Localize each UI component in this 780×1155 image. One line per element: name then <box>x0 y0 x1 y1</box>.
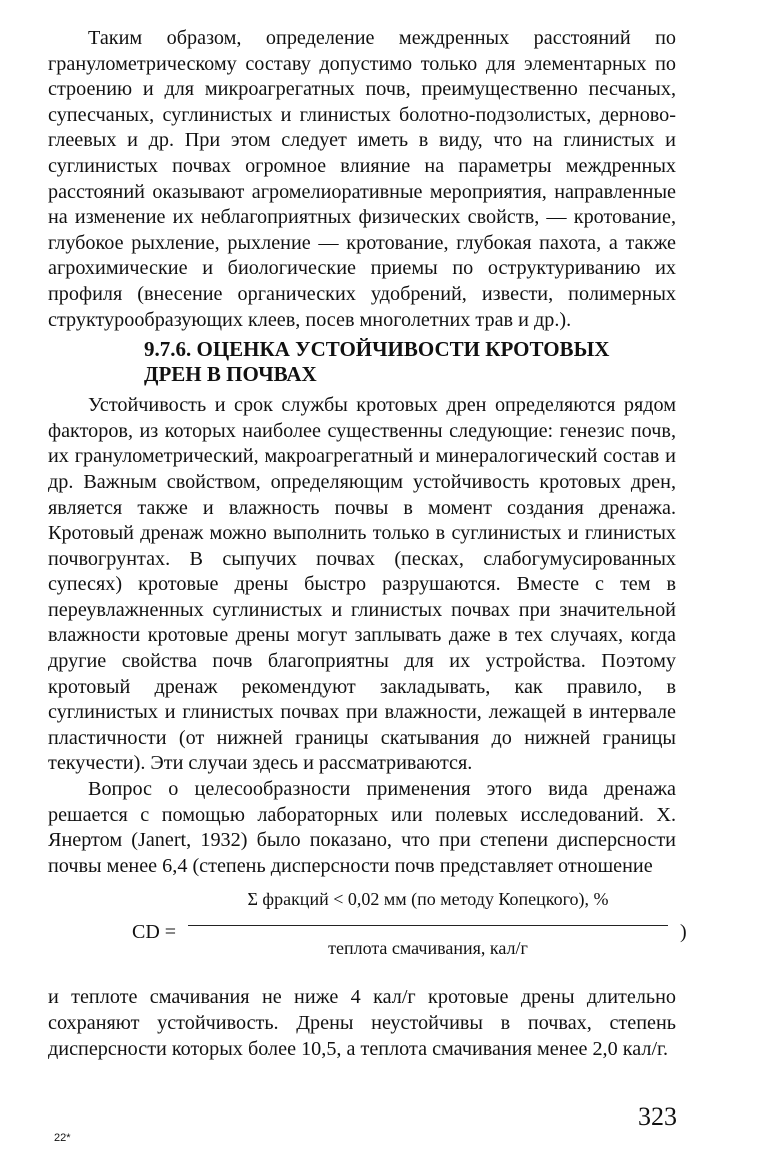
paragraph-conclusion: и теплоте смачивания не ниже 4 кал/г кротовые дрены длительно сохраняют устойчивость. Дрены неустойчивы в почвах, степень дисперсности которых более 10,5, а теплота смачивания менее 2,0 кал/г. <box>48 986 676 1060</box>
signature-mark: 22* <box>54 1132 71 1144</box>
formula-close-paren: ) <box>680 921 687 944</box>
page-number: 323 <box>638 1102 677 1131</box>
formula-lhs: CD = <box>132 921 177 944</box>
page-body <box>48 26 687 1062</box>
section-heading <box>144 337 644 387</box>
paragraph-stability: Устойчивость и срок службы кротовых дрен определяются рядом факторов, из которых наиболее существенны следующие: генезис почв, их гранулометрический, макроагрегатный и минералогический состав и др. Важным свойством, определяющим устойчивость кротовых дрен, является также и влажность почвы в момент создания дренажа. Кротовый дренаж можно выполнить только в суглинистых и глинистых почвогрунтах. В сыпучих почвах (песках, слабогумусированных супесях) кротовые дрены быстро разрушаются. Вместе с тем в переувлажненных суглинистых и глинистых почвах при значительной влажности кротовые дрены могут заплывать даже в тех случаях, когда другие свойства почв благоприятны для их устройства. Поэтому кротовый дренаж рекомендуют закладывать, как правило, в суглинистых и глинистых почвах при влажности, лежащей в интервале пластичности (от нижней границы скатывания до нижней границы текучести). Эти случаи здесь и рассматриваются. <box>48 394 676 775</box>
formula-numerator: Σ фракций < 0,02 мм (по методу Копецкого), % <box>247 889 609 910</box>
section-heading-line-1: 9.7.6. ОЦЕНКА УСТОЙЧИВОСТИ КРОТОВЫХ <box>144 337 610 362</box>
formula-dispersion <box>48 887 687 979</box>
paragraph-intro: Таким образом, определение междренных расстояний по гранулометрическому составу допустимо только для элементарных по строению и для микроагрегатных почв, преимущественно песчаных, супесчаных, суглинистых и глинистых болотно-подзолистых, дерново-глеевых и др. При этом следует иметь в виду, что на глинистых и суглинистых почвах огромное влияние на параметры междренных расстояний оказывают агромелиоративные мероприятия, направленные на изменение их неблагоприятных физических свойств, — кротование, глубокое рыхление, рыхление — кротование, глубокая пахота, а также агрохимические и биологические приемы по оструктуриванию их профиля (внесение органических удобрений, извести, полимерных структурообразующих клеев, посев многолетних трав и др.). <box>48 27 676 331</box>
formula-denominator: теплота смачивания, кал/г <box>328 938 528 959</box>
paragraph-question: Вопрос о целесообразности применения этого вида дренажа решается с помощью лабораторных или полевых исследований. Х. Янертом (Janert, 1932) было показано, что при степени дисперсности почвы менее 6,4 (степень дисперсности почв представляет отношение <box>48 778 676 877</box>
section-heading-line-2: ДРЕН В ПОЧВАХ <box>144 362 317 387</box>
formula-fraction <box>188 887 668 960</box>
fraction-bar <box>188 925 668 926</box>
